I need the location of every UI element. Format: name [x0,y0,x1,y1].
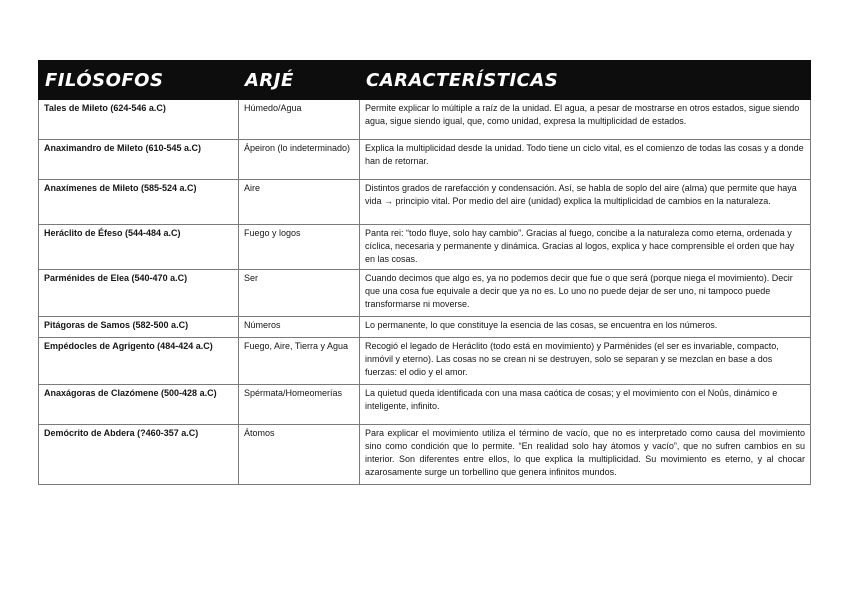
arje-cell: Fuego y logos [239,225,360,270]
philosopher-cell: Parménides de Elea (540-470 a.C) [39,270,239,317]
philosopher-cell: Anaximandro de Mileto (610-545 a.C) [39,140,239,180]
philosopher-cell: Anaxímenes de Mileto (585-524 a.C) [39,180,239,225]
characteristics-cell: Recogió el legado de Heráclito (todo está en movimiento) y Parménides (el ser es invariable, compacto, inmóvil y eterno). Las cosas no se crean ni se destruyen, solo se separan y se mezclan en base a dos fuerzas: el odio y el amor. [360,338,811,385]
table-row [39,100,811,140]
table-row [39,317,811,338]
header-philosophers: FILÓSOFOS [39,61,239,100]
characteristics-cell: Distintos grados de rarefacción y condensación. Así, se habla de soplo del aire (alma) que permite que haya vida → principio vital. Por medio del aire (unidad) explica la multiplicidad de cambios en la naturaleza. [360,180,811,225]
header-characteristics: CARACTERÍSTICAS [360,61,811,100]
philosopher-cell: Demócrito de Abdera (?460-357 a.C) [39,425,239,485]
document-page [38,60,810,485]
characteristics-cell: Permite explicar lo múltiple a raíz de la unidad. El agua, a pesar de mostrarse en otros estados, sigue siendo agua, sigue siendo igual, que, como unidad, expresa la multiplicidad de estados. [360,100,811,140]
philosopher-cell: Heráclito de Éfeso (544-484 a.C) [39,225,239,270]
arje-cell: Spérmata/Homeomerías [239,385,360,425]
arje-cell: Átomos [239,425,360,485]
characteristics-cell: Panta rei: “todo fluye, solo hay cambio”. Gracias al fuego, concibe a la naturaleza como eterna, ordenada y cíclica, necesaria y permanente y dinámica. Gracias al logos, explica y hace comprensible el orden que hay en las cosas. [360,225,811,270]
table-row [39,338,811,385]
characteristics-cell: Para explicar el movimiento utiliza el término de vacío, que no es interpretado como causa del movimiento sino como condición que lo permite. “En realidad solo hay átomos y vacío”, que no sufren cambios en su interior. Son diferentes entre ellos, lo que explica la multiplicidad. Su movimiento es eterno, y al chocar azarosamente surge un torbellino que genera infinitos mundos. [360,425,811,485]
arje-cell: Fuego, Aire, Tierra y Agua [239,338,360,385]
characteristics-cell: Cuando decimos que algo es, ya no podemos decir que fue o que será (porque niega el movimiento). Decir que una cosa fue equivale a decir que ya no es. Lo uno no puede dejar de ser uno, ni tampoco puede transformarse ni moverse. [360,270,811,317]
arje-cell: Ser [239,270,360,317]
philosopher-cell: Anaxágoras de Clazómene (500-428 a.C) [39,385,239,425]
characteristics-cell: Lo permanente, lo que constituye la esencia de las cosas, se encuentra en los números. [360,317,811,338]
philosopher-cell: Pitágoras de Samos (582-500 a.C) [39,317,239,338]
table-row [39,270,811,317]
arje-cell: Aire [239,180,360,225]
arje-cell: Húmedo/Agua [239,100,360,140]
philosophers-table [38,60,811,485]
table-row [39,425,811,485]
table-row [39,385,811,425]
philosopher-cell: Empédocles de Agrigento (484-424 a.C) [39,338,239,385]
table-row [39,225,811,270]
characteristics-cell: La quietud queda identificada con una masa caótica de cosas; y el movimiento con el Noûs, dinámico e inteligente, infinito. [360,385,811,425]
table-row [39,140,811,180]
table-row [39,180,811,225]
philosopher-cell: Tales de Mileto (624-546 a.C) [39,100,239,140]
arje-cell: Números [239,317,360,338]
header-arje: ARJÉ [239,61,360,100]
characteristics-cell: Explica la multiplicidad desde la unidad. Todo tiene un ciclo vital, es el comienzo de todas las cosas y a donde han de retornar. [360,140,811,180]
arje-cell: Ápeiron (lo indeterminado) [239,140,360,180]
table-header-row [39,61,811,100]
